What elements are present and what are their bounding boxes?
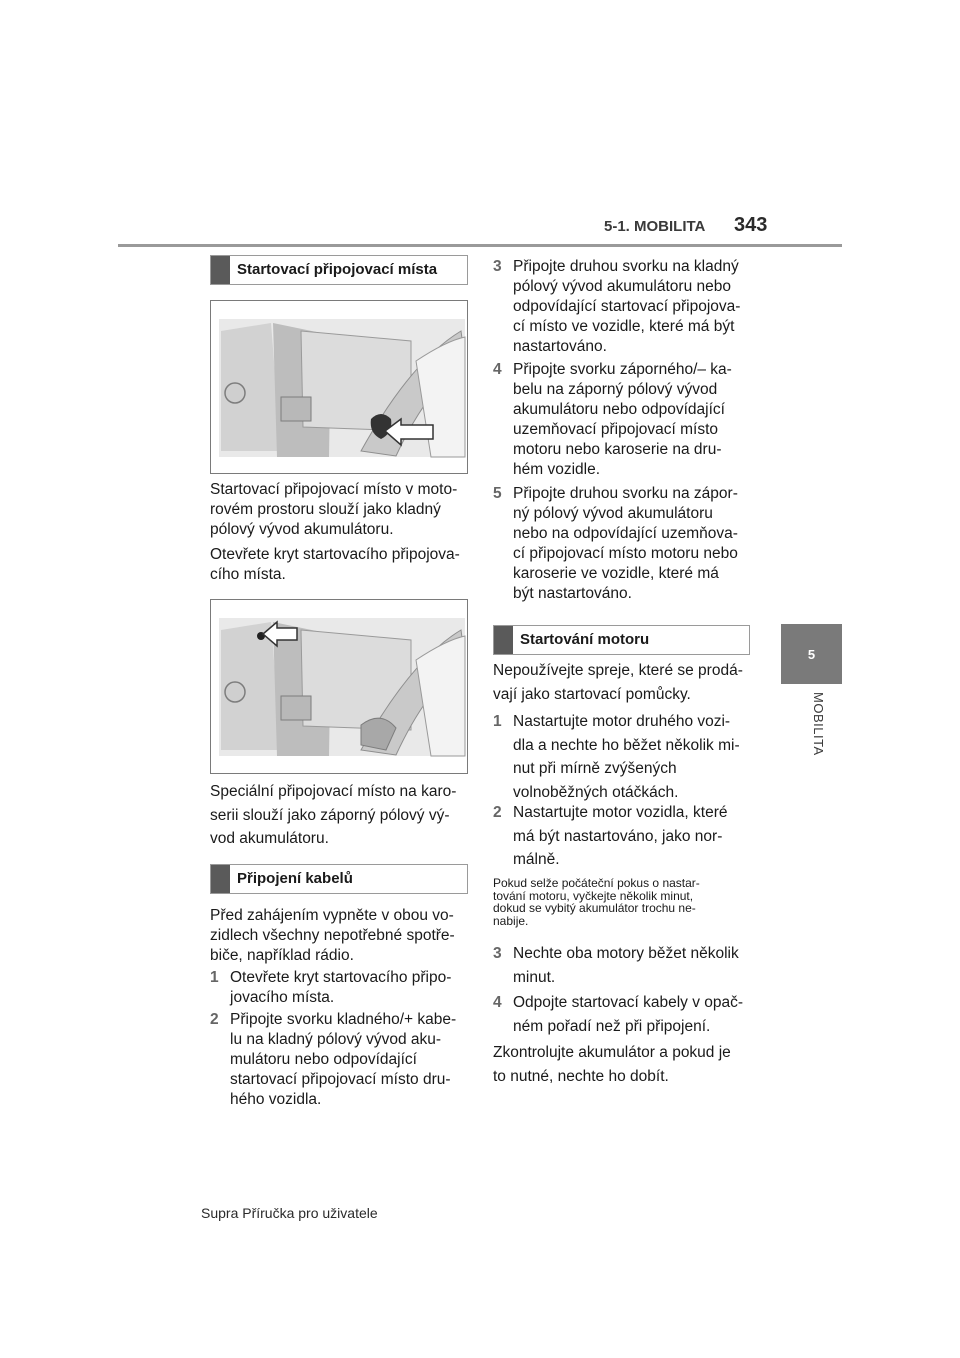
paragraph-no-sprays (493, 659, 743, 706)
text-line: volnoběžných otáčkách. (513, 783, 679, 801)
section-heading-title: Připojení kabelů (237, 870, 353, 887)
text-line: pólový vývod akumulátoru. (210, 521, 394, 538)
text-line: být nastartováno. (513, 585, 632, 602)
text-line: dla a nechte ho běžet několik mi- (513, 736, 740, 754)
text-line: Připojte svorku záporného/– ka- (513, 361, 732, 378)
text-line: Otevřete kryt startovacího připojova- (210, 546, 460, 563)
text-line: vají jako startovací pomůcky. (493, 685, 691, 703)
text-line: Otevřete kryt startovacího připo- (230, 969, 452, 986)
chapter-tab-label: MOBILITA (811, 692, 826, 756)
text-line: Nepoužívejte spreje, které se prodá- (493, 662, 743, 679)
section-heading-bar (494, 626, 513, 654)
text-line: uzemňovací připojovací místo (513, 421, 719, 438)
text-line: lu na kladný pólový vývod aku- (230, 1031, 442, 1048)
text-line: Nastartujte motor druhého vozi- (513, 713, 731, 730)
section-heading-title: Startování motoru (520, 631, 650, 648)
step-number: 3 (493, 258, 502, 275)
text-line: tování motoru, vyčkejte několik minut, (493, 888, 694, 903)
section-heading-bar (211, 256, 230, 284)
section-heading-jump-points (210, 255, 468, 285)
paragraph-switch-off-consumers (210, 906, 455, 966)
text-line: startovací připojovací místo dru- (230, 1071, 451, 1088)
footer-manual-title: Supra Příručka pro uživatele (201, 1205, 378, 1221)
text-line: hém vozidle. (513, 461, 601, 478)
text-line: cí připojovací místo motoru nebo (513, 545, 738, 562)
text-line: Nechte oba motory běžet několik (513, 945, 739, 962)
engine-bay-photo-ground-point (210, 599, 468, 774)
text-line: nebo na odpovídající uzemňova- (513, 525, 738, 542)
step-number: 1 (493, 713, 502, 730)
section-heading-title: Startovací připojovací místa (237, 261, 438, 278)
text-line: serii slouží jako záporný pólový vý- (210, 806, 450, 824)
step-number: 4 (493, 994, 502, 1011)
text-line: málně. (513, 851, 560, 868)
text-line: Připojte druhou svorku na kladný (513, 258, 739, 275)
chapter-tab[interactable]: 5 (781, 624, 842, 684)
text-line: Připojte druhou svorku na zápor- (513, 485, 738, 502)
page-number: 343 (734, 214, 768, 236)
text-line: nastartováno. (513, 338, 607, 355)
text-line: belu na záporný pólový vývod (513, 381, 718, 398)
text-line: zidlech všechny nepotřebné spotře- (210, 927, 455, 944)
text-line: nut při mírně zvýšených (513, 760, 677, 777)
step-number: 2 (493, 804, 502, 821)
paragraph-open-cover (210, 545, 460, 585)
text-line: ný pólový vývod akumulátoru (513, 505, 713, 522)
text-line: motoru nebo karoserie na dru- (513, 441, 722, 458)
paragraph-special-ground-point (210, 780, 456, 851)
text-line: mulátoru nebo odpovídající (230, 1051, 417, 1068)
text-line: cí místo ve vozidle, které má být (513, 318, 735, 335)
text-line: Odpojte startovací kabely v opač- (513, 994, 744, 1011)
text-line: minut. (513, 968, 556, 986)
text-line: akumulátoru nebo odpovídající (513, 401, 725, 418)
header-divider (118, 244, 842, 247)
text-line: rovém prostoru slouží jako kladný (210, 501, 441, 518)
step-number: 1 (210, 969, 219, 986)
paragraph-check-battery (493, 1041, 731, 1088)
text-line: má být nastartováno, jako nor- (513, 827, 723, 845)
text-line: jovacího místa. (230, 989, 335, 1006)
section-heading-bar (211, 865, 230, 893)
text-line: biče, například rádio. (210, 947, 354, 964)
text-line: to nutné, nechte ho dobít. (493, 1067, 669, 1085)
text-line: Pokud selže počáteční pokus o nastar- (493, 876, 700, 890)
text-line: hého vozidla. (230, 1091, 322, 1108)
section-heading-connecting-cables (210, 864, 468, 894)
section-heading-starting-engine (493, 625, 750, 655)
text-line: Speciální připojovací místo na karo- (210, 783, 457, 800)
text-line: cího místa. (210, 566, 286, 583)
text-line: odpovídající startovací připojova- (513, 298, 741, 315)
text-line: Zkontrolujte akumulátor a pokud je (493, 1044, 731, 1061)
text-line: dokud se vybitý akumulátor trochu ne- (493, 901, 696, 915)
step-number: 4 (493, 361, 502, 378)
text-line: ném pořadí než při připojení. (513, 1017, 711, 1035)
text-line: vod akumulátoru. (210, 830, 329, 847)
note-paragraph (493, 877, 700, 927)
text-line: karoserie ve vozidle, které má (513, 565, 719, 582)
header-section-title: 5-1. MOBILITA (604, 218, 706, 235)
engine-bay-photo-positive-terminal (210, 300, 468, 474)
paragraph-jump-point-positive (210, 480, 457, 540)
text-line: pólový vývod akumulátoru nebo (513, 278, 731, 295)
text-line: Nastartujte motor vozidla, které (513, 804, 728, 821)
step-number: 2 (210, 1011, 219, 1028)
step-number: 3 (493, 945, 502, 962)
text-line: Před zahájením vypněte v obou vo- (210, 907, 454, 924)
text-line: Startovací připojovací místo v moto- (210, 481, 458, 498)
text-line: nabije. (493, 913, 529, 928)
text-line: Připojte svorku kladného/+ kabe- (230, 1011, 457, 1028)
step-number: 5 (493, 485, 502, 502)
